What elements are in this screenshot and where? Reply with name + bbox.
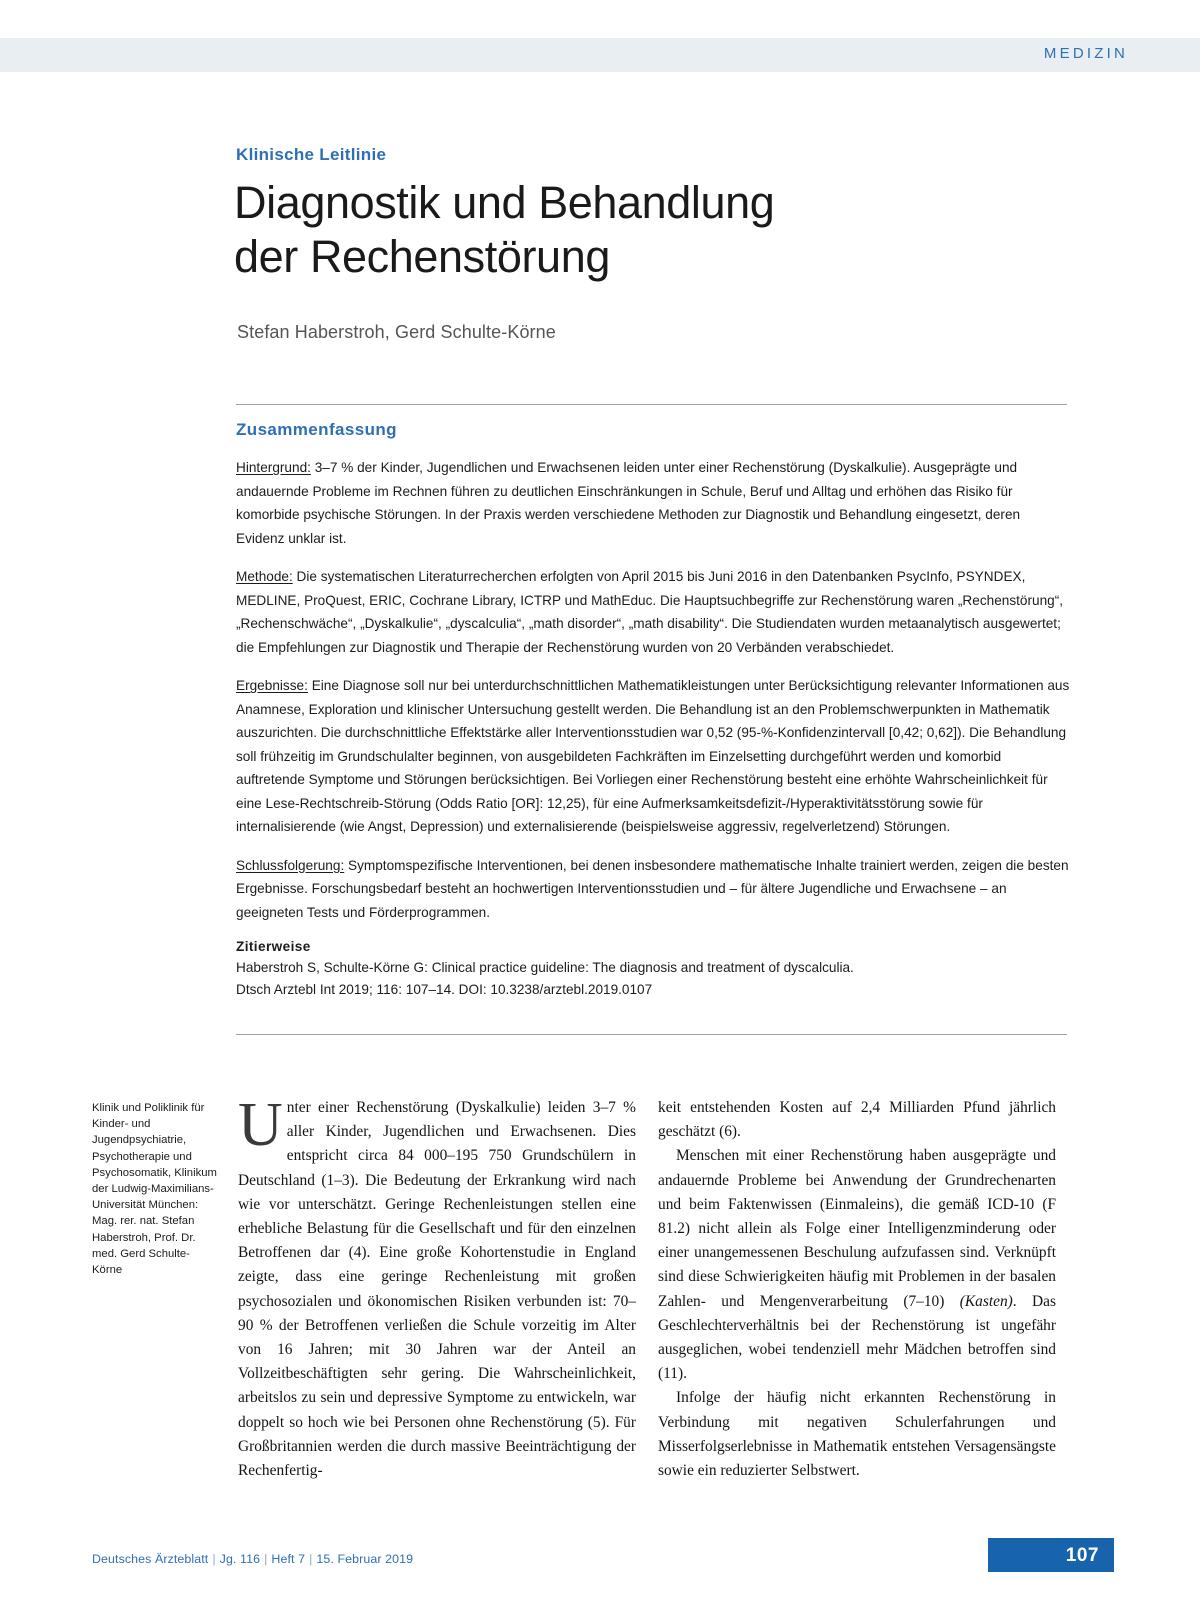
- abstract-label-conclusion: Schlussfolgerung:: [236, 857, 345, 873]
- abstract-label-methods: Methode:: [236, 569, 293, 584]
- divider-above-abstract: [236, 404, 1067, 405]
- citation-line-2: Dtsch Arztebl Int 2019; 116: 107–14. DOI: 10.3238/arztebl.2019.0107: [236, 982, 653, 997]
- footer-journal-name: Deutsches Ärzteblatt: [92, 1552, 209, 1566]
- footer-volume: Jg. 116: [219, 1552, 261, 1566]
- body-paragraph-symptoms-part-a: Menschen mit einer Rechenstörung haben ausgeprägte und andauernde Probleme bei Anwendung der Grundrechenarten und beim Faktenwissen (Einmaleins), die gemäß ICD-10 (F 81.2) nicht allein als Folge einer Intelligenzminderung oder einer unangemessenen Beschulung aufzufassen sind. Verknüpft sind diese Schwierigkeiten häufig mit Problemen in der basalen Zahlen- und Mengenverarbeitung (7–10): [658, 1147, 1056, 1310]
- page-title-line-1: Diagnostik und Behandlung: [234, 177, 775, 228]
- body-paragraph-symptoms: [658, 1144, 1056, 1386]
- abstract-text-results: Eine Diagnose soll nur bei unterdurchschnittlichen Mathematikleistungen unter Berücksichtigung relevanter Informationen aus Anamnese, Exploration und klinischer Untersuchung gestellt werden. Die Behandlung ist an den Problemschwerpunkten in Mathematik auszurichten. Die durchschnittliche Effektstärke aller Interventionsstudien war 0,52 (95-%-Konfidenzintervall [0,42; 0,62]). Die Behandlung soll frühzeitig im Grundschulalter beginnen, von ausgebildeten Fachkräften im Einzelsetting durchgeführt werden und komorbid auftretende Symptome und Störungen berücksichtigen. Bei Vorliegen einer Rechenstörung besteht eine erhöhte Wahrscheinlichkeit für eine Lese-Rechtschreib-Störung (Odds Ratio [OR]: 12,25), für eine Aufmerksamkeitsdefizit-/Hyperaktivitätsstörung sowie für internalisierende (wie Angst, Depression) und externalisierende (beispielsweise aggressiv, regelverletzend) Störungen.: [236, 678, 1070, 834]
- footer-date: 15. Februar 2019: [316, 1552, 414, 1566]
- abstract-label-results: Ergebnisse:: [236, 678, 308, 693]
- abstract-section: [236, 420, 1072, 1001]
- footer-source-line: [92, 1552, 413, 1566]
- abstract-heading: Zusammenfassung: [236, 420, 397, 439]
- article-authors: Stefan Haberstroh, Gerd Schulte-Körne: [237, 322, 556, 342]
- page-title: [234, 176, 934, 284]
- abstract-paragraph-background: [236, 456, 1072, 550]
- abstract-text-background: 3–7 % der Kinder, Jugendlichen und Erwachsenen leiden unter einer Rechenstörung (Dyskalkulie). Ausgeprägte und andauernde Probleme im Rechnen führen zu deutlichen Einschränkungen in Schule, Beruf und Alltag und erhöhen das Risiko für komorbide psychische Störungen. In der Praxis werden verschiedene Methoden zur Diagnostik und Behandlung eingesetzt, deren Evidenz unklar ist.: [236, 460, 1021, 546]
- footer-issue: Heft 7: [271, 1552, 306, 1566]
- abstract-paragraph-conclusion: [236, 854, 1072, 925]
- article-kicker: Klinische Leitlinie: [236, 145, 387, 164]
- body-paragraph-intro-text: nter einer Rechenstörung (Dyskalkulie) leiden 3–7 % aller Kinder, Jugendlichen und Erwachsenen. Dies entspricht circa 84 000–195 750 Grundschülern in Deutschland (1–3). Die Bedeutung der Erkrankung wird nach wie vor unterschätzt. Geringe Rechenleistungen stellen eine erhebliche Belastung für die Gesellschaft und für den einzelnen Betroffenen dar (4). Eine große Kohortenstudie in England zeigte, dass eine geringe Rechenleistung mit großen psychosozialen und ökonomischen Risiken verbunden ist: 70–90 % der Betroffenen verließen die Schule vorzeitig im Alter von 16 Jahren; mit 30 Jahren war der Anteil an Vollzeitbeschäftigten sehr gering. Die Wahrscheinlichkeit, arbeitslos zu sein und depressive Symptome zu entwickeln, war doppelt so hoch wie bei Personen ohne Rechenstörung (5). Für Großbritannien werden die durch massive Beeinträchtigung der Rechenfertig-: [238, 1099, 636, 1480]
- divider-below-abstract: [236, 1034, 1067, 1035]
- abstract-paragraph-methods: [236, 565, 1072, 659]
- running-head-bar: [0, 38, 1200, 72]
- affiliation-note: Klinik und Poliklinik für Kinder- und Jugendpsychiatrie, Psychotherapie und Psychosomatik, Klinikum der Ludwig-Maximilians-Universität München: Mag. rer. nat. Stefan Haberstroh, Prof. Dr. med. Gerd Schulte-Körne: [92, 1102, 217, 1277]
- page-title-line-2: der Rechenstörung: [234, 231, 610, 282]
- footer-separator-1: |: [212, 1552, 216, 1566]
- citation-heading: Zitierweise: [236, 939, 311, 954]
- abstract-text-conclusion: Symptomspezifische Interventionen, bei denen insbesondere mathematische Inhalte trainiert werden, zeigen die besten Ergebnisse. Forschungsbedarf besteht an hochwertigen Interventionsstudien und – für ältere Jugendliche und Erwachsene – an geeigneten Tests und Förderprogrammen.: [236, 857, 1069, 920]
- body-paragraph-costs: keit entstehenden Kosten auf 2,4 Milliarden Pfund jährlich geschätzt (6).: [658, 1099, 1056, 1141]
- abstract-paragraph-results: [236, 674, 1072, 839]
- body-paragraph-symptoms-part-b: . Das Geschlechterverhältnis bei der Rechenstörung ist ungefähr ausgeglichen, wobei tendenziell mehr Mädchen betroffen sind (11).: [658, 1292, 1056, 1383]
- body-column-left: [238, 1091, 636, 1483]
- drop-cap: U: [238, 1091, 283, 1159]
- page-number: 107: [1065, 1545, 1099, 1566]
- box-reference: (Kasten): [959, 1292, 1013, 1310]
- body-column-right: [658, 1096, 1056, 1483]
- footer-separator-2: |: [264, 1552, 268, 1566]
- abstract-text-methods: Die systematischen Literaturrecherchen erfolgten von April 2015 bis Juni 2016 in den Datenbanken PsycInfo, PSYNDEX, MEDLINE, ProQuest, ERIC, Cochrane Library, ICTRP und MathEduc. Die Hauptsuchbegriffe zur Rechenstörung waren „Rechenstörung“, „Rechenschwäche“, „Dyskalkulie“, „dyscalculia“, „math disorder“, „math disability“. Die Studiendaten wurden metaanalytisch ausgewertet; die Empfehlungen zur Diagnostik und Therapie der Rechenstörung wurden von 20 Verbänden verabschiedet.: [236, 569, 1064, 655]
- running-head-label: MEDIZIN: [1043, 45, 1128, 62]
- abstract-label-background: Hintergrund:: [236, 460, 311, 475]
- footer-separator-3: |: [309, 1552, 313, 1566]
- body-paragraph-consequences: Infolge der häufig nicht erkannten Rechenstörung in Verbindung mit negativen Schulerfahrungen und Misserfolgserlebnisse in Mathematik entstehen Versagensängste sowie ein reduzierter Selbstwert.: [658, 1389, 1056, 1480]
- citation-line-1: Haberstroh S, Schulte-Körne G: Clinical practice guideline: The diagnosis and treatment of dyscalculia.: [236, 960, 854, 975]
- article-body: [238, 1091, 1071, 1496]
- body-paragraph-intro: [238, 1091, 636, 1483]
